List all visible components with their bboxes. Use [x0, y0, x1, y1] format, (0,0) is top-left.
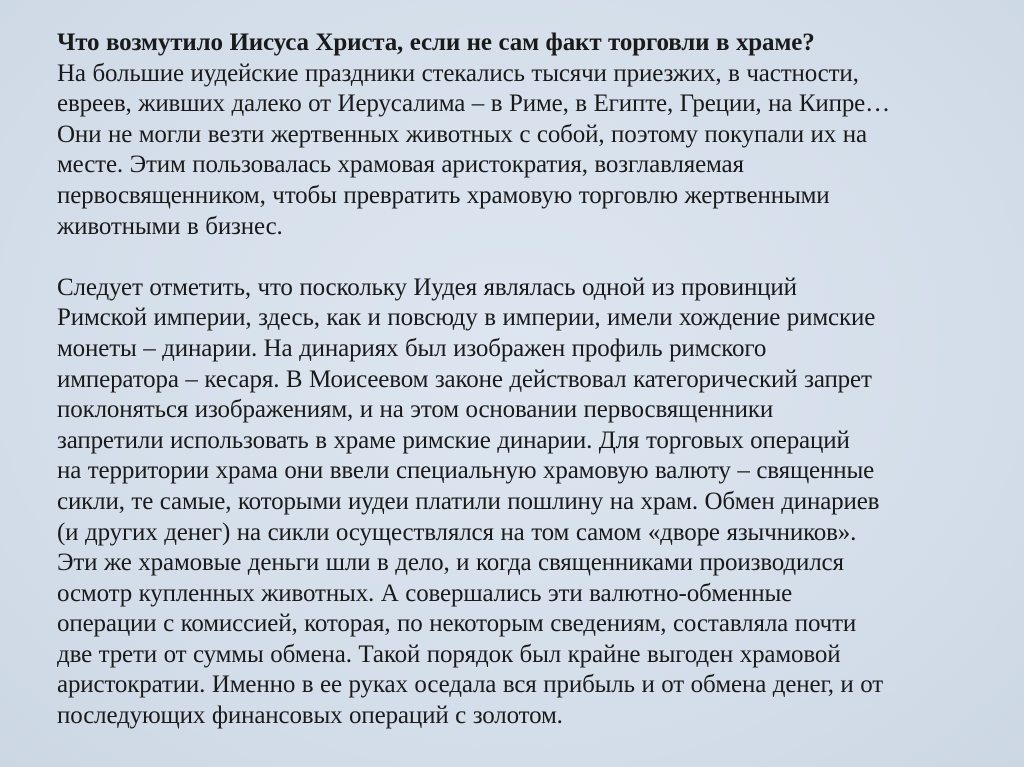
- slide-text-box: [57, 28, 997, 732]
- text-line: императора – кесаря. В Моисеевом законе действовал категорический запрет: [57, 365, 872, 393]
- text-line: монеты – динарии. На динариях был изображен профиль римского: [57, 334, 767, 362]
- text-line: поклоняться изображениям, и на этом основании первосвященники: [57, 396, 774, 424]
- slide-heading: Что возмутило Иисуса Христа, если не сам факт торговли в храме?: [57, 29, 815, 56]
- text-line: аристократии. Именно в ее руках оседала вся прибыль и от обмена денег, и от: [57, 671, 884, 699]
- text-line: последующих финансовых операций с золотом.: [57, 702, 563, 730]
- paragraph-spacer: [57, 242, 997, 273]
- text-line: осмотр купленных животных. А совершались эти валютно-обменные: [57, 579, 793, 607]
- text-line: запретили использовать в храме римские динарии. Для торговых операций: [57, 426, 850, 454]
- text-line: сикли, те самые, которыми иудеи платили пошлину на храм. Обмен динариев: [57, 487, 880, 515]
- text-line: Они не могли везти жертвенных животных с собой, поэтому покупали их на: [57, 120, 867, 148]
- text-line: две трети от суммы обмена. Такой порядок был крайне выгоден храмовой: [57, 640, 841, 668]
- text-line: на территории храма они ввели специальную храмовую валюту – священные: [57, 457, 875, 485]
- text-line: животными в бизнес.: [57, 212, 283, 240]
- text-line: Римской империи, здесь, как и повсюду в империи, имели хождение римские: [57, 304, 876, 332]
- text-line: месте. Этим пользовалась храмовая аристократия, возглавляемая: [57, 151, 744, 179]
- text-line: Эти же храмовые деньги шли в дело, и когда священниками производился: [57, 549, 844, 577]
- text-line: На большие иудейские праздники стекались тысячи приезжих, в частности,: [57, 59, 859, 87]
- text-line: Следует отметить, что поскольку Иудея являлась одной из провинций: [57, 273, 797, 301]
- text-line: (и других денег) на сикли осуществлялся на том самом «дворе язычников».: [57, 518, 857, 546]
- text-line: первосвященником, чтобы превратить храмовую торговлю жертвенными: [57, 181, 830, 209]
- text-line: операции с комиссией, которая, по некоторым сведениям, составляла почти: [57, 610, 857, 638]
- paragraph-2: [57, 273, 997, 732]
- paragraph-1: [57, 59, 997, 243]
- text-line: евреев, живших далеко от Иерусалима – в Риме, в Египте, Греции, на Кипре…: [57, 90, 890, 118]
